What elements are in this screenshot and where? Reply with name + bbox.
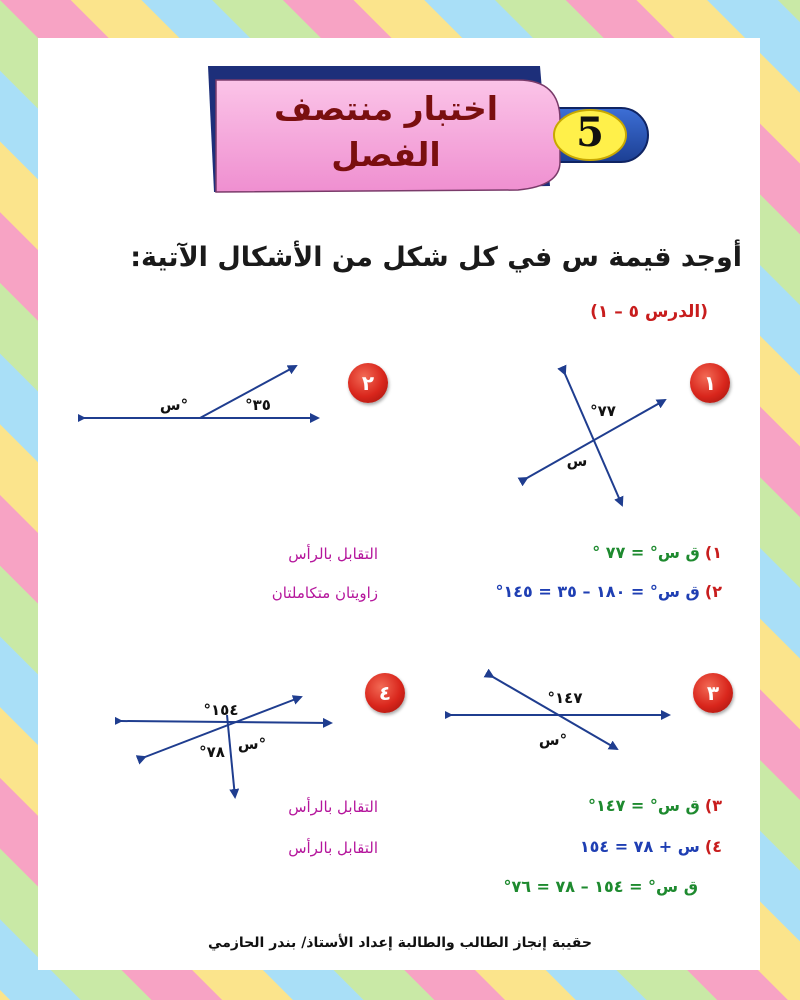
answer-1-row — [592, 543, 722, 562]
answer-1-number: ١) — [704, 543, 722, 562]
answer-4-reason: التقابل بالرأس — [288, 839, 378, 857]
figure-2-diagram — [78, 355, 328, 435]
answer-4-row — [580, 837, 722, 856]
figure-4-horizontal-line — [121, 721, 331, 723]
header-title-line2: الفصل — [331, 135, 441, 174]
answer-2-number: ٢) — [704, 582, 722, 601]
figure-3-diagram — [445, 665, 680, 760]
answer-3-row — [588, 796, 722, 815]
figure-3-angle-x: س° — [538, 731, 568, 749]
answer-2-expression: ق س° = ١٨٠ – ٣٥ = ١٤٥° — [495, 582, 700, 601]
answer-4-expression: س + ٧٨ = ١٥٤ — [579, 837, 700, 856]
figure-4-diagram — [115, 685, 340, 805]
figure-1-angle-77: °٧٧ — [590, 402, 616, 420]
figure-4-angle-154: °١٥٤ — [203, 701, 239, 719]
header-title-line1: اختبار منتصف — [273, 89, 499, 128]
figure-1-diagram — [505, 360, 685, 520]
answer-2-reason: زاويتان متكاملتان — [271, 584, 378, 602]
figure-2-badge — [348, 363, 388, 403]
figure-4-vertical-ray — [227, 715, 235, 797]
answer-3-number: ٣) — [704, 796, 722, 815]
answer-3-reason: التقابل بالرأس — [288, 798, 378, 816]
figure-2-angle-x: س° — [159, 396, 189, 414]
lesson-reference: (الدرس ٥ – ١) — [590, 302, 708, 322]
answer-2-row — [496, 582, 722, 601]
figure-4-badge — [365, 673, 405, 713]
figure-1-number: ١ — [703, 371, 717, 395]
figure-1-badge — [690, 363, 730, 403]
figure-2-angle-35: °٣٥ — [245, 396, 271, 414]
answer-1-expression: ق س° = ٧٧ ° — [592, 543, 700, 562]
figure-3-angle-147: °١٤٧ — [547, 689, 583, 707]
figure-3-number: ٣ — [706, 681, 720, 705]
chapter-number: 5 — [576, 109, 604, 156]
figure-4-number: ٤ — [378, 681, 392, 705]
answer-4-solution: ق س° = ١٥٤ – ٧٨ = ٧٦° — [503, 877, 698, 896]
figure-4-angle-78: °٧٨ — [199, 743, 225, 761]
answer-3-expression: ق س° = ١٤٧° — [588, 796, 700, 815]
figure-3-badge — [693, 673, 733, 713]
figure-1-angle-x: س — [566, 452, 588, 470]
answer-4-number: ٤) — [704, 837, 722, 856]
footer-credit: حقيبة إنجاز الطالب والطالبة إعداد الأستاذ/ بندر الحازمي — [208, 935, 592, 951]
figure-2-number: ٢ — [361, 371, 375, 395]
figure-4-angle-x: س° — [237, 735, 267, 753]
instruction-text: أوجد قيمة س في كل شكل من الأشكال الآتية: — [130, 242, 742, 273]
answer-1-reason: التقابل بالرأس — [288, 545, 378, 563]
